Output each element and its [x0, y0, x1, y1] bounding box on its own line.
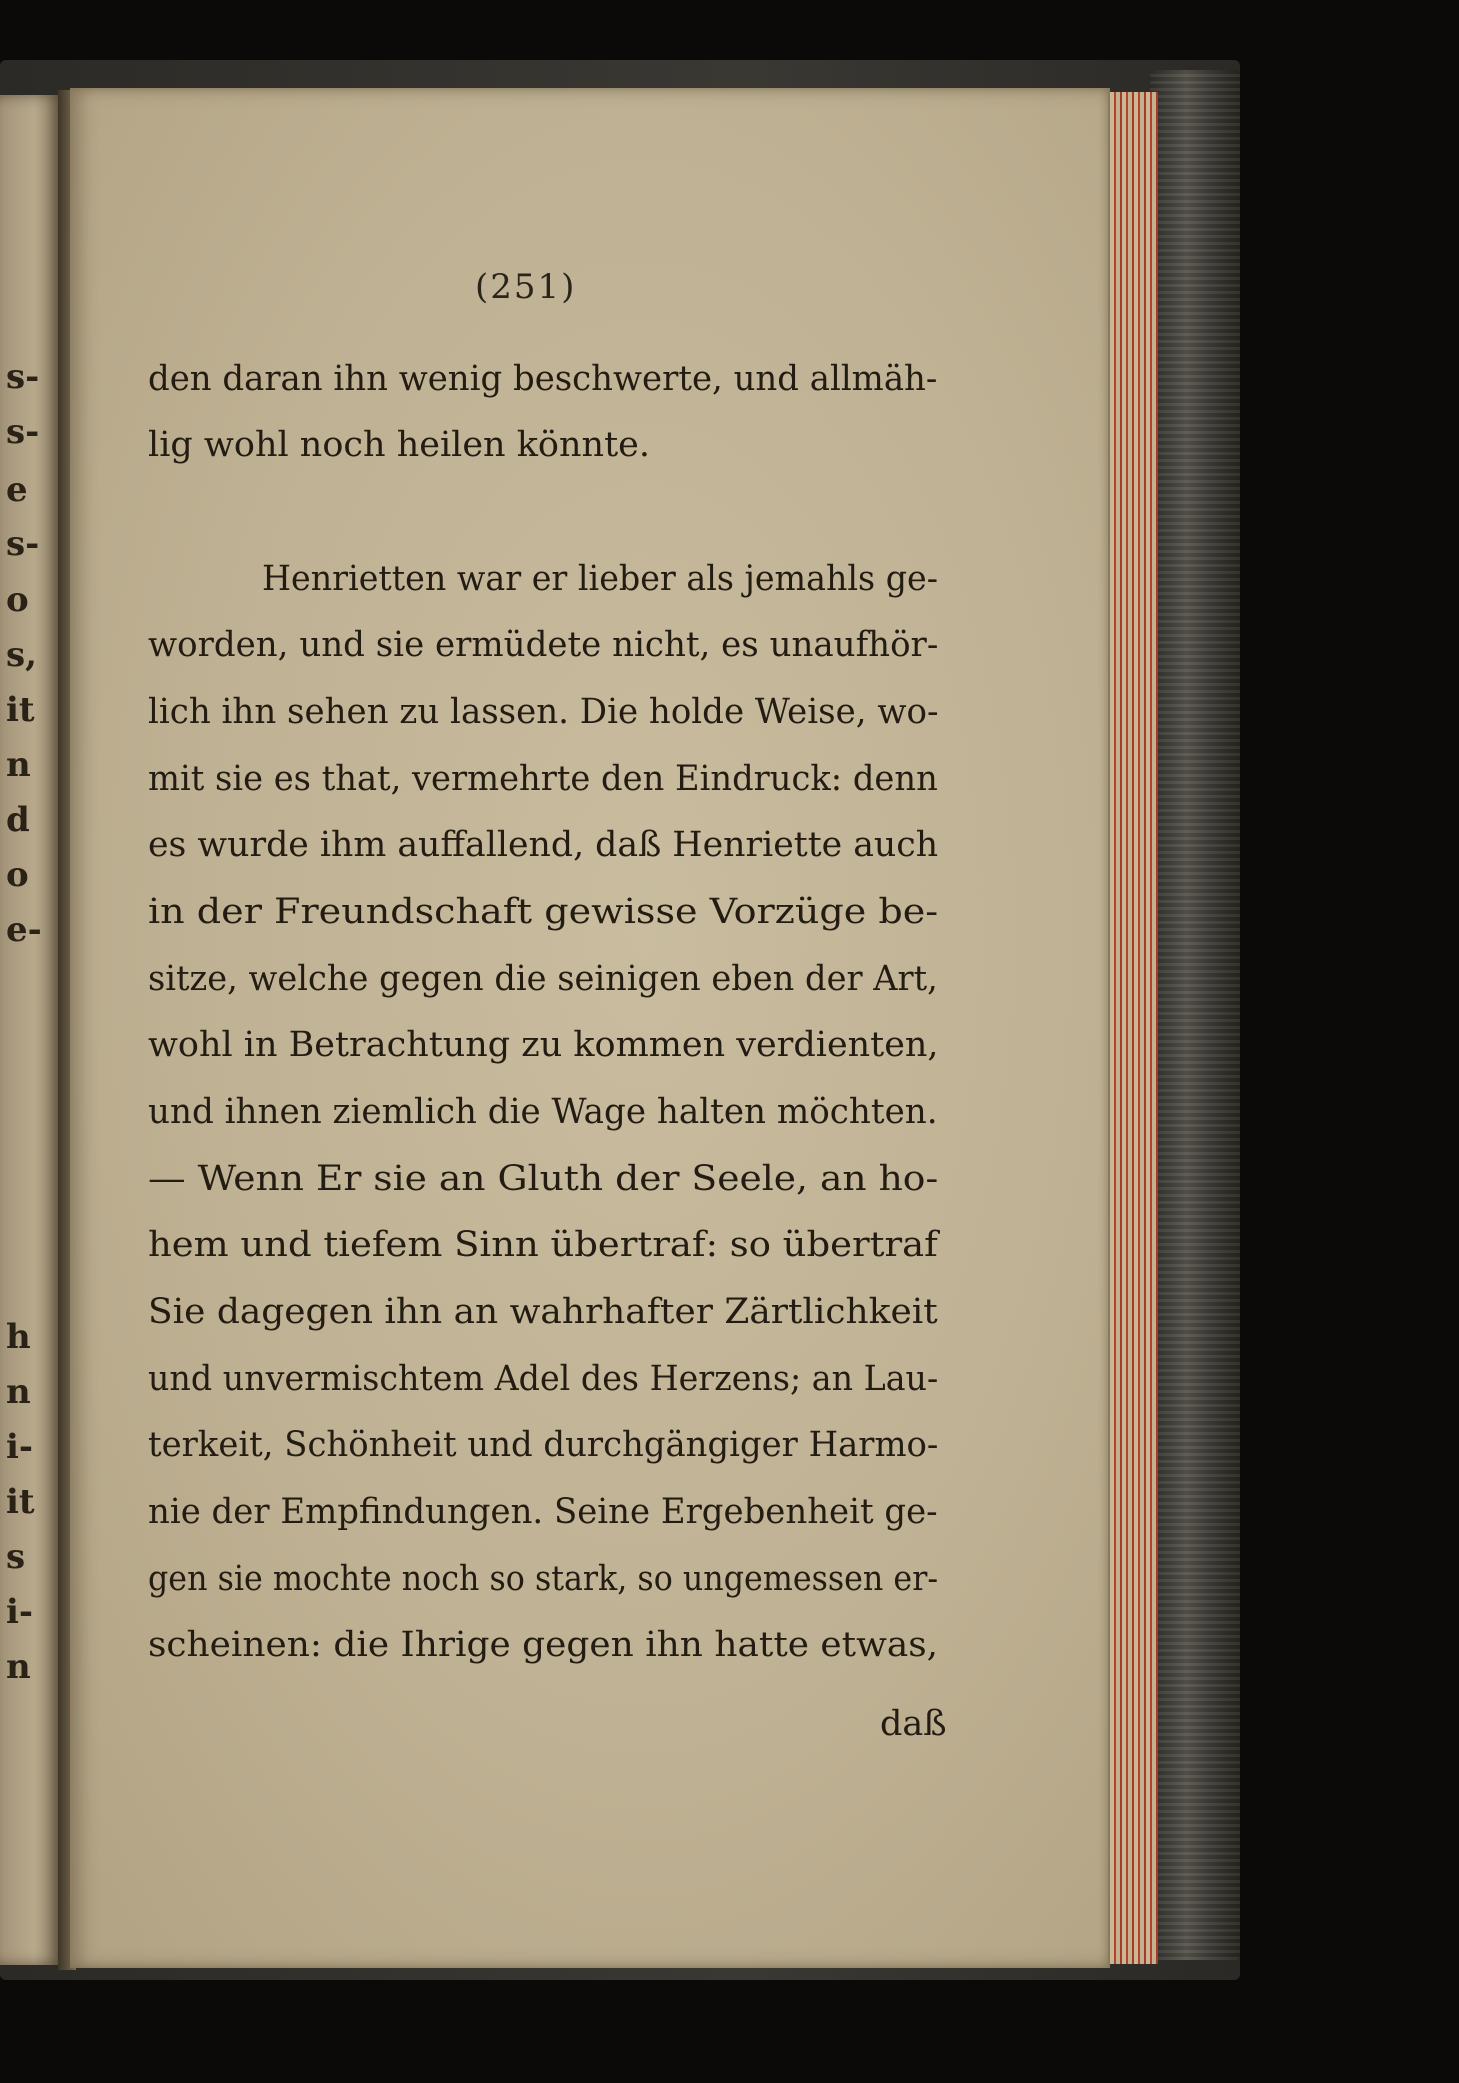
facing-page-fragment: e [6, 470, 28, 510]
facing-page-fragment: o [6, 580, 29, 620]
facing-page-fragment: s- [6, 357, 40, 397]
text-line: scheinen: die Ihrige gegen ihn hatte etwas, [148, 1625, 939, 1665]
facing-page-fragment: n [6, 745, 31, 785]
facing-page-fragment: o [6, 855, 29, 895]
text-line: den daran ihn wenig beschwerte, und allmäh- [148, 359, 938, 399]
text-line: lich ihn sehen zu lassen. Die holde Weise, wo- [148, 692, 939, 732]
text-line: sitze, welche gegen die seinigen eben der Art, [148, 959, 938, 999]
page-number: (251) [475, 267, 577, 307]
text-line: Sie dagegen ihn an wahrhafter Zärtlichkeit [148, 1292, 938, 1332]
text-line: mit sie es that, vermehrte den Eindruck: denn [148, 759, 938, 799]
facing-page-fragment: h [6, 1317, 31, 1357]
text-line: es wurde ihm auffallend, daß Henriette auch [148, 825, 939, 865]
text-line: — Wenn Er sie an Gluth der Seele, an ho- [148, 1159, 939, 1199]
red-page-edges [1108, 92, 1158, 1964]
facing-page [0, 95, 62, 1965]
facing-page-fragment: e- [6, 910, 42, 950]
facing-page-fragment: n [6, 1372, 31, 1412]
text-line: Henrietten war er lieber als jemahls ge- [262, 559, 938, 599]
text-line: terkeit, Schönheit und durchgängiger Harmo- [148, 1425, 939, 1465]
facing-page-fragment: s- [6, 412, 40, 452]
facing-page-fragment: it [6, 1482, 35, 1522]
text-line: lig wohl noch heilen könnte. [148, 425, 650, 465]
facing-page-fragment: s- [6, 524, 40, 564]
facing-page-fragment: n [6, 1647, 31, 1687]
facing-page-fragment: d [6, 800, 30, 840]
text-line: und ihnen ziemlich die Wage halten möchten. [148, 1092, 938, 1132]
text-line: gen sie mochte noch so stark, so ungemessen er- [148, 1559, 939, 1599]
facing-page-fragment: i- [6, 1592, 34, 1632]
facing-page-fragment: s [6, 1537, 26, 1577]
text-line: nie der Empfindungen. Seine Ergebenheit ge- [148, 1492, 938, 1532]
facing-page-fragment: it [6, 690, 35, 730]
text-line: und unvermischtem Adel des Herzens; an Lau- [148, 1359, 939, 1399]
text-line: wohl in Betrachtung zu kommen verdienten, [148, 1025, 939, 1065]
catchword: daß [880, 1704, 947, 1744]
facing-page-fragment: s, [6, 635, 37, 675]
cover-edge [1150, 70, 1240, 1960]
text-line: in der Freundschaft gewisse Vorzüge be- [148, 892, 939, 932]
text-line: hem und tiefem Sinn übertraf: so übertraf [148, 1225, 938, 1265]
text-line: worden, und sie ermüdete nicht, es unaufhör- [148, 625, 939, 665]
facing-page-fragment: i- [6, 1427, 34, 1467]
